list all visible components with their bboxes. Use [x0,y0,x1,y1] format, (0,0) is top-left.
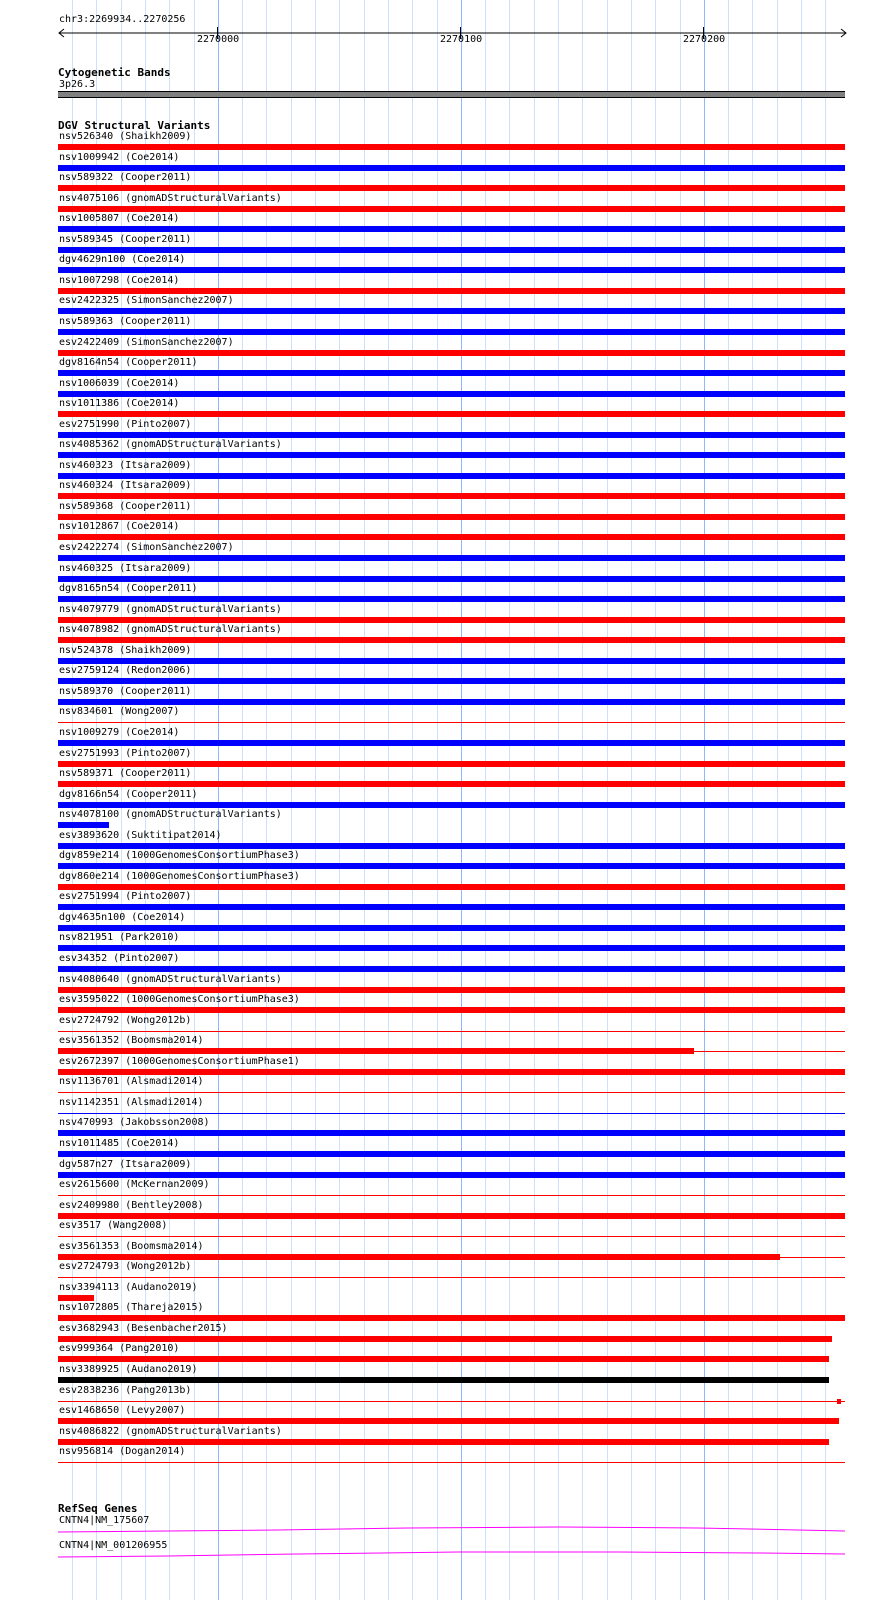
dgv-feature-bar[interactable] [58,884,845,890]
dgv-feature-label[interactable]: nsv956814 (Dogan2014) [59,1446,186,1457]
dgv-feature-mark[interactable] [837,1399,841,1404]
dgv-feature-label[interactable]: dgv860e214 (1000GenomesConsortiumPhase3) [59,871,300,882]
dgv-feature-bar[interactable] [58,658,845,664]
ruler-tick-label: 2270200 [683,34,726,45]
dgv-feature-label[interactable]: nsv3389925 (Audano2019) [59,1364,198,1375]
dgv-feature-bar[interactable] [58,1295,94,1301]
dgv-feature-label[interactable]: nsv460325 (Itsara2009) [59,563,192,574]
refseq-track-title[interactable]: RefSeq Genes [58,1502,138,1515]
dgv-feature-label[interactable]: dgv8166n54 (Cooper2011) [59,789,198,800]
dgv-feature-label[interactable]: esv3682943 (Besenbacher2015) [59,1323,228,1334]
dgv-feature-label[interactable]: nsv1009942 (Coe2014) [59,152,180,163]
dgv-feature-bar[interactable] [58,1048,694,1054]
dgv-feature-label[interactable]: esv3595022 (1000GenomesConsortiumPhase3) [59,994,300,1005]
gene-model[interactable] [58,1548,845,1560]
dgv-feature-bar[interactable] [58,432,845,438]
dgv-feature-label[interactable]: nsv589363 (Cooper2011) [59,316,192,327]
dgv-feature-label[interactable]: nsv524378 (Shaikh2009) [59,645,192,656]
dgv-feature-bar[interactable] [58,678,845,684]
dgv-feature-bar[interactable] [58,822,109,828]
dgv-feature-label[interactable]: nsv4079779 (gnomADStructuralVariants) [59,604,282,615]
dgv-feature-bar[interactable] [58,329,845,335]
dgv-feature-bar[interactable] [58,802,845,808]
dgv-feature-label[interactable]: nsv589345 (Cooper2011) [59,234,192,245]
dgv-feature-bar[interactable] [58,1336,832,1342]
dgv-feature-bar[interactable] [58,206,845,212]
dgv-feature-label[interactable]: nsv1136701 (Alsmadi2014) [59,1076,204,1087]
dgv-feature-label[interactable]: nsv1012867 (Coe2014) [59,521,180,532]
dgv-feature-label[interactable]: esv3561352 (Boomsma2014) [59,1035,204,1046]
dgv-feature-line[interactable] [58,1401,845,1402]
dgv-feature-bar[interactable] [58,473,845,479]
dgv-feature-bar[interactable] [58,267,845,273]
dgv-feature-bar[interactable] [58,1213,845,1219]
dgv-feature-bar[interactable] [58,185,845,191]
dgv-feature-label[interactable]: nsv1006039 (Coe2014) [59,378,180,389]
dgv-feature-label[interactable]: esv2422325 (SimonSanchez2007) [59,295,234,306]
dgv-feature-label[interactable]: esv34352 (Pinto2007) [59,953,180,964]
dgv-feature-bar[interactable] [58,925,845,931]
dgv-feature-label[interactable]: dgv859e214 (1000GenomesConsortiumPhase3) [59,850,300,861]
dgv-feature-bar[interactable] [58,1130,845,1136]
dgv-feature-line[interactable] [58,1195,845,1196]
dgv-feature-label[interactable]: esv2422274 (SimonSanchez2007) [59,542,234,553]
dgv-feature-label[interactable]: esv2409980 (Bentley2008) [59,1200,204,1211]
dgv-feature-label[interactable]: nsv834601 (Wong2007) [59,706,180,717]
dgv-feature-bar[interactable] [58,966,845,972]
dgv-feature-bar[interactable] [58,576,845,582]
dgv-feature-bar[interactable] [58,350,845,356]
dgv-feature-label[interactable]: nsv4086822 (gnomADStructuralVariants) [59,1426,282,1437]
dgv-feature-bar[interactable] [58,308,845,314]
gene-label[interactable]: CNTN4|NM_175607 [59,1515,150,1526]
dgv-feature-bar[interactable] [58,843,845,849]
dgv-feature-label[interactable]: nsv1011485 (Coe2014) [59,1138,180,1149]
dgv-feature-label[interactable]: nsv1009279 (Coe2014) [59,727,180,738]
dgv-feature-label[interactable]: nsv589371 (Cooper2011) [59,768,192,779]
dgv-feature-label[interactable]: nsv4078982 (gnomADStructuralVariants) [59,624,282,635]
dgv-feature-label[interactable]: esv3893620 (Suktitipat2014) [59,830,222,841]
dgv-feature-label[interactable]: dgv4629n100 (Coe2014) [59,254,186,265]
dgv-feature-bar[interactable] [58,987,845,993]
dgv-feature-label[interactable]: nsv589370 (Cooper2011) [59,686,192,697]
dgv-feature-label[interactable]: esv3517 (Wang2008) [59,1220,168,1231]
dgv-feature-bar[interactable] [58,165,845,171]
dgv-feature-line[interactable] [58,1236,845,1237]
dgv-feature-label[interactable]: esv2838236 (Pang2013b) [59,1385,192,1396]
dgv-feature-label[interactable]: nsv460323 (Itsara2009) [59,460,192,471]
dgv-feature-bar[interactable] [58,1007,845,1013]
dgv-feature-bar[interactable] [58,1439,829,1445]
dgv-feature-bar[interactable] [58,637,845,643]
dgv-feature-label[interactable]: nsv4075106 (gnomADStructuralVariants) [59,193,282,204]
dgv-feature-label[interactable]: nsv460324 (Itsara2009) [59,480,192,491]
ruler-tick-label: 2270000 [197,34,240,45]
dgv-feature-label[interactable]: esv2724792 (Wong2012b) [59,1015,192,1026]
dgv-feature-label[interactable]: dgv587n27 (Itsara2009) [59,1159,192,1170]
gene-label[interactable]: CNTN4|NM_001206955 [59,1540,168,1551]
dgv-feature-bar[interactable] [58,1069,845,1075]
dgv-feature-line[interactable] [58,722,845,723]
dgv-feature-label[interactable]: dgv4635n100 (Coe2014) [59,912,186,923]
dgv-feature-label[interactable]: nsv1007298 (Coe2014) [59,275,180,286]
dgv-feature-line[interactable] [58,1462,845,1463]
dgv-feature-bar[interactable] [58,740,845,746]
dgv-feature-bar[interactable] [58,288,845,294]
dgv-feature-bar[interactable] [58,391,845,397]
dgv-feature-bar[interactable] [58,761,845,767]
dgv-feature-label[interactable]: nsv1072805 (Thareja2015) [59,1302,204,1313]
dgv-feature-label[interactable]: nsv1142351 (Alsmadi2014) [59,1097,204,1108]
dgv-feature-bar[interactable] [58,514,845,520]
dgv-feature-line[interactable] [58,1113,845,1114]
cytoband-track-title[interactable]: Cytogenetic Bands [58,66,171,79]
dgv-feature-bar[interactable] [58,1377,829,1383]
dgv-feature-bar[interactable] [58,904,845,910]
dgv-feature-bar[interactable] [58,534,845,540]
dgv-feature-bar[interactable] [58,1315,845,1321]
dgv-feature-bar[interactable] [58,1172,845,1178]
dgv-feature-bar[interactable] [58,452,845,458]
dgv-feature-label[interactable]: esv1468650 (Levy2007) [59,1405,186,1416]
dgv-feature-label[interactable]: dgv8165n54 (Cooper2011) [59,583,198,594]
dgv-feature-bar[interactable] [58,144,845,150]
dgv-feature-label[interactable]: esv2759124 (Redon2006) [59,665,192,676]
dgv-feature-line[interactable] [58,1277,845,1278]
gene-model[interactable] [58,1524,845,1536]
dgv-feature-label[interactable]: nsv4085362 (gnomADStructuralVariants) [59,439,282,450]
dgv-feature-bar[interactable] [58,596,845,602]
ruler-region-label: chr3:2269934..2270256 [59,14,186,25]
dgv-feature-bar[interactable] [58,617,845,623]
dgv-feature-label[interactable]: nsv589368 (Cooper2011) [59,501,192,512]
dgv-feature-label[interactable]: esv2751990 (Pinto2007) [59,419,192,430]
dgv-feature-bar[interactable] [58,555,845,561]
dgv-feature-label[interactable]: esv3561353 (Boomsma2014) [59,1241,204,1252]
dgv-feature-bar[interactable] [58,226,845,232]
dgv-feature-bar[interactable] [58,370,845,376]
dgv-feature-label[interactable]: esv2751993 (Pinto2007) [59,748,192,759]
dgv-feature-label[interactable]: nsv821951 (Park2010) [59,932,180,943]
cytoband-name: 3p26.3 [59,79,96,90]
dgv-feature-label[interactable]: nsv1011386 (Coe2014) [59,398,180,409]
dgv-feature-label[interactable]: esv2615600 (McKernan2009) [59,1179,210,1190]
dgv-feature-line[interactable] [58,1092,845,1093]
ruler-tick-label: 2270100 [440,34,483,45]
dgv-feature-bar[interactable] [58,1254,780,1260]
dgv-feature-label[interactable]: esv2751994 (Pinto2007) [59,891,192,902]
dgv-feature-label[interactable]: nsv3394113 (Audano2019) [59,1282,198,1293]
dgv-feature-label[interactable]: nsv589322 (Cooper2011) [59,172,192,183]
dgv-feature-label[interactable]: esv2724793 (Wong2012b) [59,1261,192,1272]
dgv-feature-bar[interactable] [58,781,845,787]
cytoband-bar[interactable] [58,91,845,98]
dgv-feature-label[interactable]: esv2672397 (1000GenomesConsortiumPhase1) [59,1056,300,1067]
dgv-feature-bar[interactable] [58,945,845,951]
dgv-feature-bar[interactable] [58,411,845,417]
dgv-feature-label[interactable]: nsv1005807 (Coe2014) [59,213,180,224]
dgv-feature-bar[interactable] [58,247,845,253]
dgv-feature-label[interactable]: esv999364 (Pang2010) [59,1343,180,1354]
dgv-feature-label[interactable]: nsv4080640 (gnomADStructuralVariants) [59,974,282,985]
dgv-feature-line[interactable] [780,1257,845,1258]
dgv-track-title[interactable]: DGV Structural Variants [58,119,211,132]
dgv-feature-bar[interactable] [58,1418,839,1424]
dgv-feature-bar[interactable] [58,1151,845,1157]
dgv-feature-line[interactable] [694,1051,845,1052]
dgv-feature-label[interactable]: esv2422409 (SimonSanchez2007) [59,337,234,348]
dgv-feature-label[interactable]: nsv470993 (Jakobsson2008) [59,1117,210,1128]
dgv-feature-bar[interactable] [58,699,845,705]
dgv-feature-bar[interactable] [58,493,845,499]
dgv-feature-label[interactable]: nsv4078100 (gnomADStructuralVariants) [59,809,282,820]
dgv-feature-label[interactable]: dgv8164n54 (Cooper2011) [59,357,198,368]
dgv-feature-bar[interactable] [58,1356,829,1362]
dgv-feature-label[interactable]: nsv526340 (Shaikh2009) [59,131,192,142]
dgv-feature-bar[interactable] [58,863,845,869]
dgv-feature-line[interactable] [58,1031,845,1032]
